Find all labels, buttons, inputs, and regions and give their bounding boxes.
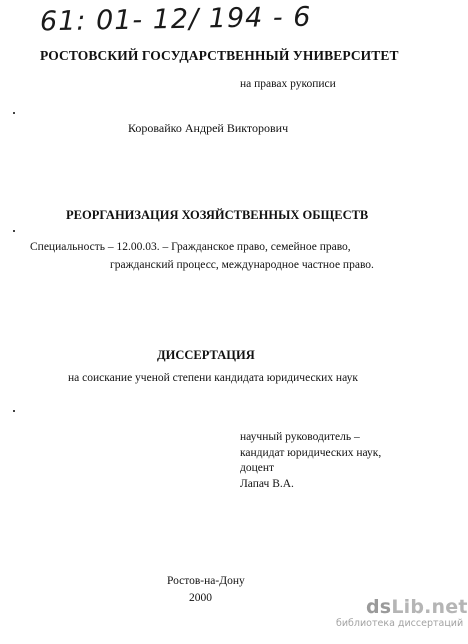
manuscript-note: на правах рукописи bbox=[240, 78, 336, 90]
year: 2000 bbox=[189, 592, 212, 604]
watermark-brand bbox=[366, 596, 468, 618]
advisor-role: научный руководитель – bbox=[240, 431, 360, 443]
thesis-title: РЕОРГАНИЗАЦИЯ ХОЗЯЙСТВЕННЫХ ОБЩЕСТВ bbox=[66, 208, 369, 222]
specialty-line-1: Специальность – 12.00.03. – Гражданское право, семейное право, bbox=[30, 241, 351, 253]
advisor-block bbox=[240, 430, 381, 492]
advisor-degree: кандидат юридических наук, bbox=[240, 446, 382, 459]
advisor-title: доцент bbox=[240, 462, 275, 474]
margin-dot bbox=[13, 410, 15, 412]
dissertation-label: ДИССЕРТАЦИЯ bbox=[157, 348, 255, 362]
author-name: Коровайко Андрей Викторович bbox=[128, 121, 289, 135]
watermark-logo bbox=[336, 596, 468, 630]
watermark-brand-suffix: Lib.net bbox=[391, 596, 468, 618]
watermark-brand-prefix: ds bbox=[366, 596, 392, 618]
advisor-name: Лапач В.А. bbox=[240, 477, 294, 490]
margin-dot bbox=[13, 112, 15, 114]
university-name: РОСТОВСКИЙ ГОСУДАРСТВЕННЫЙ УНИВЕРСИТЕТ bbox=[40, 48, 399, 63]
watermark-tagline: библиотека диссертаций bbox=[336, 618, 464, 629]
degree-line: на соискание ученой степени кандидата юридических наук bbox=[68, 372, 358, 384]
specialty-line-2: гражданский процесс, международное частное право. bbox=[110, 259, 374, 271]
handwritten-catalog-number: 61: 01- 12/ 194 - 6 bbox=[39, 1, 312, 38]
city: Ростов-на-Дону bbox=[167, 575, 245, 587]
margin-dot bbox=[13, 230, 15, 232]
